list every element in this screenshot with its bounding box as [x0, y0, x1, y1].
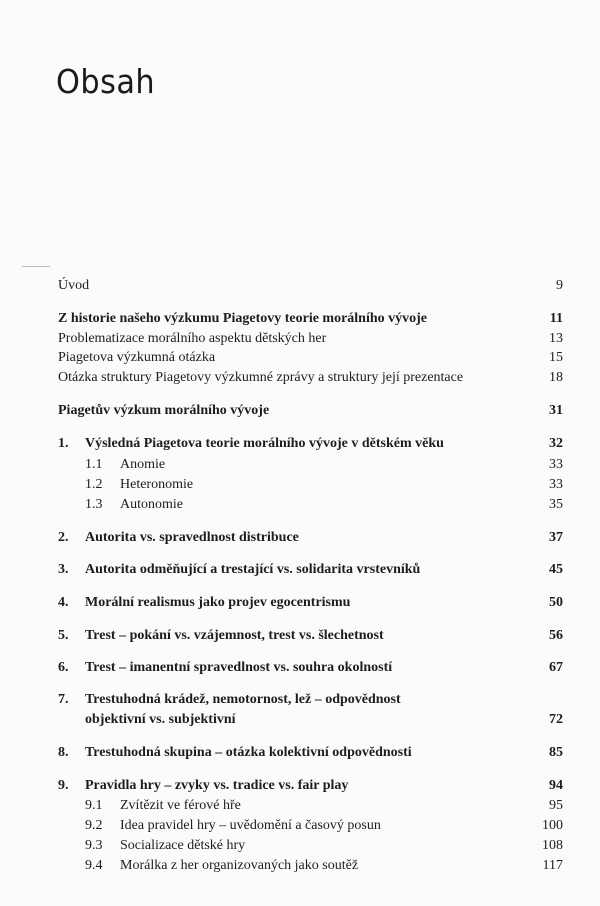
entry-title: Zvítězit ve férové hře — [120, 798, 241, 813]
toc-chapter — [58, 560, 563, 580]
entry-page: 37 — [549, 530, 563, 545]
toc-entry — [58, 368, 563, 388]
section-number: 9.4 — [85, 858, 103, 873]
section-number: 1.2 — [85, 477, 103, 492]
entry-title: Morálka z her organizovaných jako soutěž — [120, 858, 359, 873]
chapter-number: 7. — [58, 692, 69, 707]
entry-page: 32 — [549, 436, 563, 451]
section-number: 9.1 — [85, 798, 103, 813]
chapter-number: 3. — [58, 562, 69, 577]
entry-title: Piagetův výzkum morálního vývoje — [58, 403, 270, 418]
entry-title: Trest – imanentní spravedlnost vs. souhra okolností — [85, 660, 393, 675]
toc-subsection — [58, 796, 563, 816]
entry-page: 33 — [549, 477, 563, 492]
toc-entry — [58, 276, 563, 296]
entry-page: 18 — [549, 370, 563, 385]
toc-subsection — [58, 836, 563, 856]
toc-chapter — [58, 434, 563, 454]
toc-chapter — [58, 743, 563, 763]
entry-title: Otázka struktury Piagetovy výzkumné zprávy a struktury její prezentace — [58, 370, 464, 385]
entry-title: Morální realismus jako projev egocentrismu — [85, 595, 351, 610]
scan-mark — [22, 266, 50, 267]
entry-page: 9 — [556, 278, 563, 293]
entry-title: Heteronomie — [120, 477, 194, 492]
entry-title: Z historie našeho výzkumu Piagetovy teorie morálního vývoje — [58, 311, 428, 326]
chapter-number: 4. — [58, 595, 69, 610]
toc-subsection — [58, 475, 563, 495]
toc-entry — [58, 348, 563, 368]
toc-chapter — [58, 593, 563, 613]
entry-page: 45 — [549, 562, 563, 577]
entry-title: Idea pravidel hry – uvědomění a časový posun — [120, 818, 381, 833]
toc-chapter — [58, 690, 563, 730]
section-number: 1.1 — [85, 457, 103, 472]
entry-page: 72 — [549, 712, 563, 727]
entry-title: Pravidla hry – zvyky vs. tradice vs. fair play — [85, 778, 349, 793]
chapter-number: 1. — [58, 436, 69, 451]
entry-title: Anomie — [120, 457, 166, 472]
entry-title: Trestuhodná krádež, nemotornost, lež – odpovědnost — [85, 692, 401, 707]
entry-title: Autorita odměňující a trestající vs. solidarita vrstevníků — [85, 562, 421, 577]
toc-subsection — [58, 856, 563, 876]
entry-page: 11 — [549, 311, 563, 326]
entry-title: Úvod — [58, 278, 90, 293]
toc-chapter — [58, 528, 563, 548]
entry-page: 15 — [549, 350, 563, 365]
chapter-number: 5. — [58, 628, 69, 643]
entry-page: 56 — [549, 628, 563, 643]
entry-page: 67 — [549, 660, 563, 675]
toc-entry — [58, 309, 563, 329]
chapter-number: 9. — [58, 778, 69, 793]
entry-title-continued: objektivní vs. subjektivní — [85, 712, 236, 727]
entry-page: 117 — [542, 858, 563, 873]
toc-subsection — [58, 495, 563, 515]
entry-title: Trest – pokání vs. vzájemnost, trest vs. šlechetnost — [85, 628, 384, 643]
entry-page: 95 — [549, 798, 563, 813]
section-number: 1.3 — [85, 497, 103, 512]
toc-chapter — [58, 776, 563, 796]
toc-entry — [58, 329, 563, 349]
entry-title: Autonomie — [120, 497, 183, 512]
entry-title: Výsledná Piagetova teorie morálního vývoje v dětském věku — [85, 436, 444, 451]
entry-title: Problematizace morálního aspektu dětských her — [58, 331, 327, 346]
entry-page: 100 — [542, 818, 563, 833]
toc-entry — [58, 401, 563, 421]
entry-title: Autorita vs. spravedlnost distribuce — [85, 530, 299, 545]
entry-page: 85 — [549, 745, 563, 760]
entry-title: Piagetova výzkumná otázka — [58, 350, 216, 365]
entry-page: 35 — [549, 497, 563, 512]
toc-chapter — [58, 658, 563, 678]
section-number: 9.2 — [85, 818, 103, 833]
chapter-number: 8. — [58, 745, 69, 760]
toc-subsection — [58, 455, 563, 475]
page-title: Obsah — [56, 62, 156, 101]
entry-title: Socializace dětské hry — [120, 838, 246, 853]
chapter-number: 2. — [58, 530, 69, 545]
entry-page: 33 — [549, 457, 563, 472]
chapter-number: 6. — [58, 660, 69, 675]
section-number: 9.3 — [85, 838, 103, 853]
entry-page: 108 — [542, 838, 563, 853]
toc-chapter — [58, 626, 563, 646]
entry-page: 50 — [549, 595, 563, 610]
entry-page: 13 — [549, 331, 563, 346]
entry-page: 94 — [549, 778, 563, 793]
entry-page: 31 — [549, 403, 563, 418]
entry-title: Trestuhodná skupina – otázka kolektivní odpovědnosti — [85, 745, 412, 760]
toc-subsection — [58, 816, 563, 836]
